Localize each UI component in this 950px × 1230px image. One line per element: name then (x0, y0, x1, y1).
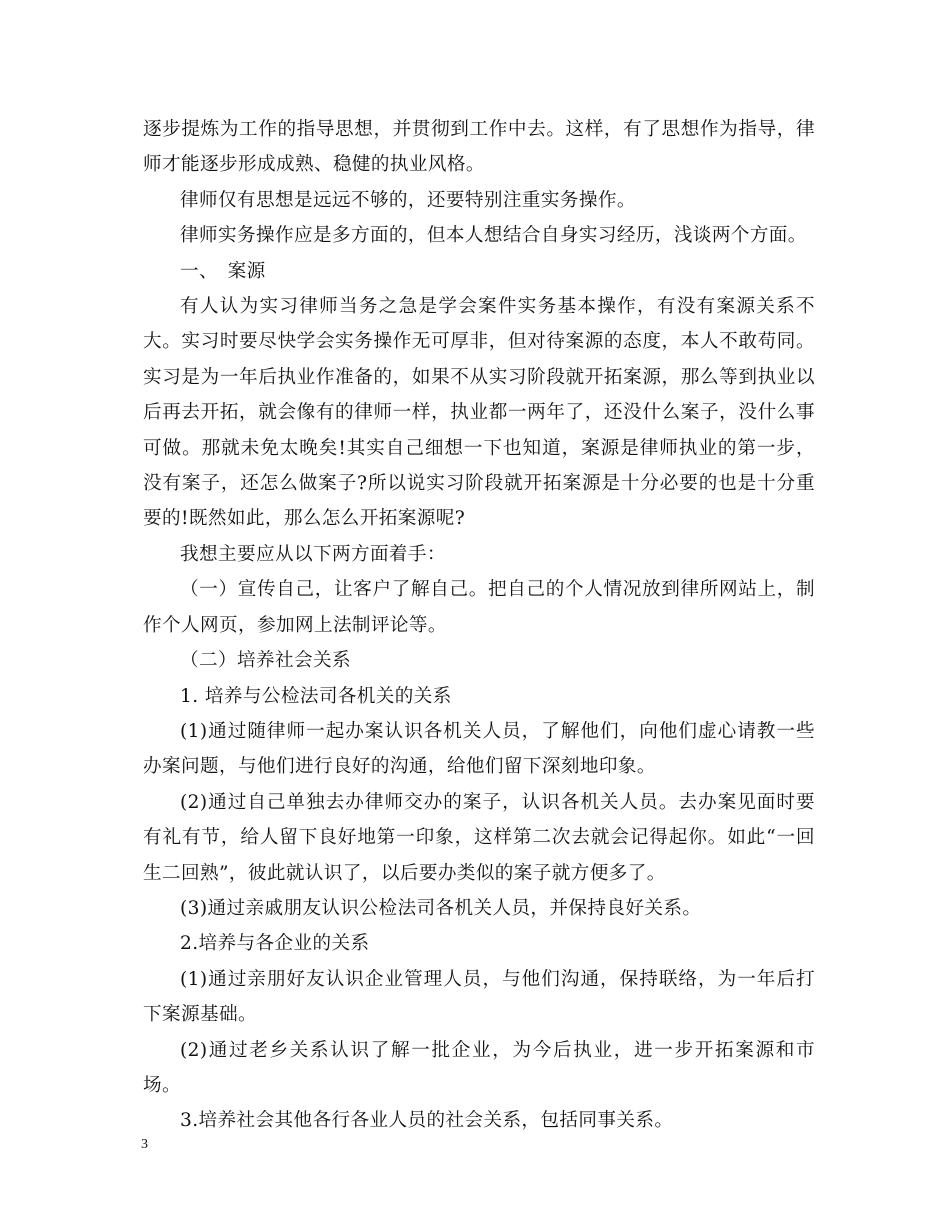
list-item: (2)通过老乡关系认识了解一批企业，为今后执业，进一步开拓案源和市场。 (143, 1039, 815, 1096)
paragraph-continuation: 逐步提炼为工作的指导思想，并贯彻到工作中去。这样，有了思想作为指导，律师才能逐步形成成熟、稳健的执业风格。 (143, 119, 815, 176)
paragraph: 有人认为实习律师当务之急是学会案件实务基本操作，有没有案源关系不大。实习时要尽快学会实务操作无可厚非，但对待案源的态度，本人不敢苟同。实习是为一年后执业作准备的，如果不从实习阶段就开拓案源，那么等到执业以后再去开拓，就会像有的律师一样，执业都一两年了，还没什么案子，没什么事可做。那就未免太晚矣!其实自己细想一下也知道，案源是律师执业的第一步，没有案子，还怎么做案子?所以说实习阶段就开拓案源是十分必要的也是十分重要的!既然如此，那么怎么开拓案源呢? (143, 296, 815, 530)
paragraph: 我想主要应从以下两方面着手： (180, 543, 446, 565)
list-item: （一）宣传自己，让客户了解自己。把自己的个人情况放到律所网站上，制作个人网页，参加网上法制评论等。 (143, 579, 815, 636)
list-item: (2)通过自己单独去办律师交办的案子，认识各机关人员。去办案见面时要有礼有节，给人留下良好地第一印象，这样第二次去就会记得起你。如此“一回生二回熟”，彼此就认识了，以后要办类似的案子就方便多了。 (143, 791, 815, 884)
page-number: 3 (141, 1137, 148, 1152)
subheading: 3.培养社会其他各行各业人员的社会关系，包括同事关系。 (180, 1110, 674, 1132)
list-item: (3)通过亲戚朋友认识公检法司各机关人员，并保持良好关系。 (180, 897, 702, 919)
list-item: (1)通过随律师一起办案认识各机关人员，了解他们，向他们虚心请教一些办案问题，与他们进行良好的沟通，给他们留下深刻地印象。 (143, 720, 815, 778)
paragraph: 律师仅有思想是远远不够的，还要特别注重实务操作。 (180, 189, 636, 211)
section-heading: 一、 案源 (180, 260, 266, 282)
subheading: 2.培养与各企业的关系 (180, 933, 370, 955)
document-body (143, 112, 815, 1139)
list-item: （二）培养社会关系 (180, 650, 351, 672)
paragraph: 律师实务操作应是多方面的，但本人想结合自身实习经历，浅谈两个方面。 (180, 225, 807, 247)
list-item: (1)通过亲朋好友认识企业管理人员，与他们沟通，保持联络，为一年后打下案源基础。 (143, 968, 815, 1026)
subheading: 1. 培养与公检法司各机关的关系 (180, 685, 452, 707)
